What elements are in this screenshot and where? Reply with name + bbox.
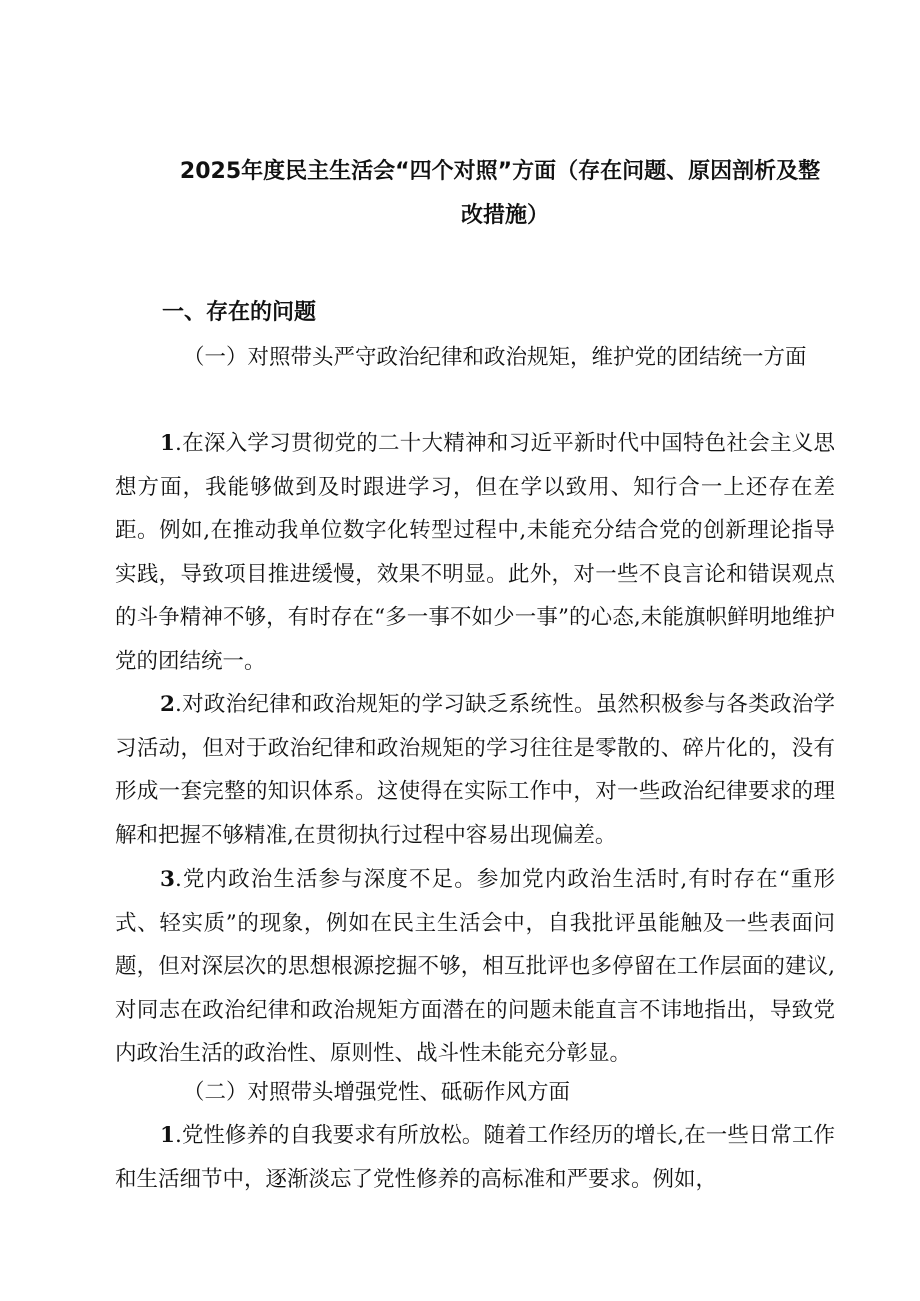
- paragraph-3-text: .党内政治生活参与深度不足。参加党内政治生活时,有时存在“重形式、轻实质”的现象，例如在民主生活会中，自我批评虽能触及一些表面问题，但对深层次的思想根源挖掘不够，相互批评也多停留在工作层面的建议,对同志在政治纪律和政治规矩方面潜在的问题未能直言不讳地指出，导致党内政治生活的政治性、原则性、战斗性未能充分彰显。: [115, 867, 835, 1067]
- paragraph-4-text: .党性修养的自我要求有所放松。随着工作经历的增长,在一些日常工作和生活细节中，逐渐淡忘了党性修养的高标准和严要求。例如，: [115, 1123, 835, 1192]
- subsection-heading-2: （二）对照带头增强党性、砥砺作风方面: [183, 1080, 571, 1105]
- document-title-line-2: 改措施）: [460, 203, 549, 228]
- paragraph-2: [115, 683, 835, 857]
- subsection-heading-1: （一）对照带头严守政治纪律和政治规矩，维护党的团结统一方面: [183, 345, 807, 370]
- paragraph-1-number: 1: [160, 431, 175, 456]
- paragraph-4: [115, 1114, 835, 1201]
- paragraph-4-number: 1: [160, 1123, 175, 1148]
- paragraph-2-number: 2: [160, 692, 175, 717]
- paragraph-3: [115, 858, 835, 1076]
- section-heading-problems: 一、存在的问题: [162, 300, 317, 325]
- paragraph-1-text: .在深入学习贯彻党的二十大精神和习近平新时代中国特色社会主义思想方面，我能够做到及时跟进学习，但在学以致用、知行合一上还存在差距。例如,在推动我单位数字化转型过程中,未能充分结合党的创新理论指导实践，导致项目推进缓慢，效果不明显。此外，对一些不良言论和错误观点的斗争精神不够，有时存在“多一事不如少一事”的心态,未能旗帜鲜明地维护党的团结统一。: [115, 431, 835, 674]
- paragraph-2-text: .对政治纪律和政治规矩的学习缺乏系统性。虽然积极参与各类政治学习活动，但对于政治纪律和政治规矩的学习往往是零散的、碎片化的，没有形成一套完整的知识体系。这使得在实际工作中，对一些政治纪律要求的理解和把握不够精准,在贯彻执行过程中容易出现偏差。: [115, 692, 835, 848]
- paragraph-1: [115, 422, 835, 684]
- paragraph-3-number: 3: [160, 867, 175, 892]
- document-title-line-1: 2025年度民主生活会“四个对照”方面（存在问题、原因剖析及整: [179, 159, 821, 184]
